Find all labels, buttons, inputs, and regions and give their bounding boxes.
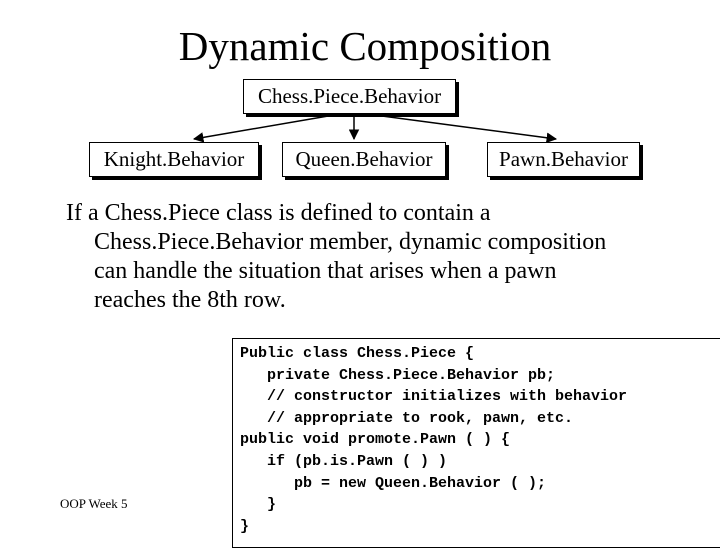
code-line: if (pb.is.Pawn ( ) ) (240, 452, 448, 470)
code-line: } (240, 517, 250, 535)
arrow-to-knight (194, 115, 334, 139)
slide-footer: OOP Week 5 (60, 496, 128, 511)
queen-behavior-box: Queen.Behavior (282, 142, 446, 177)
paragraph-line: can handle the situation that arises when a pawn (94, 258, 557, 284)
paragraph-line: reaches the 8th row. (94, 287, 286, 313)
code-line: private Chess.Piece.Behavior pb; (240, 366, 556, 384)
code-line: } (240, 496, 277, 514)
code-line: pb = new Queen.Behavior ( ); (240, 474, 547, 492)
code-line: // constructor initializes with behavior (240, 388, 628, 406)
explanation-paragraph (66, 199, 706, 315)
chess-piece-behavior-box: Chess.Piece.Behavior (243, 79, 456, 114)
code-line: Public class Chess.Piece { (240, 345, 475, 362)
knight-behavior-box: Knight.Behavior (89, 142, 259, 177)
arrow-to-pawn (374, 115, 556, 139)
paragraph-line: Chess.Piece.Behavior member, dynamic composition (94, 229, 607, 255)
pawn-behavior-box: Pawn.Behavior (487, 142, 640, 177)
paragraph-line: If a Chess.Piece class is defined to contain a (66, 200, 491, 226)
code-line: public void promote.Pawn ( ) { (240, 431, 511, 449)
code-line: // appropriate to rook, pawn, etc. (240, 409, 574, 427)
code-block (232, 338, 720, 548)
slide-title: Dynamic Composition (178, 23, 552, 69)
